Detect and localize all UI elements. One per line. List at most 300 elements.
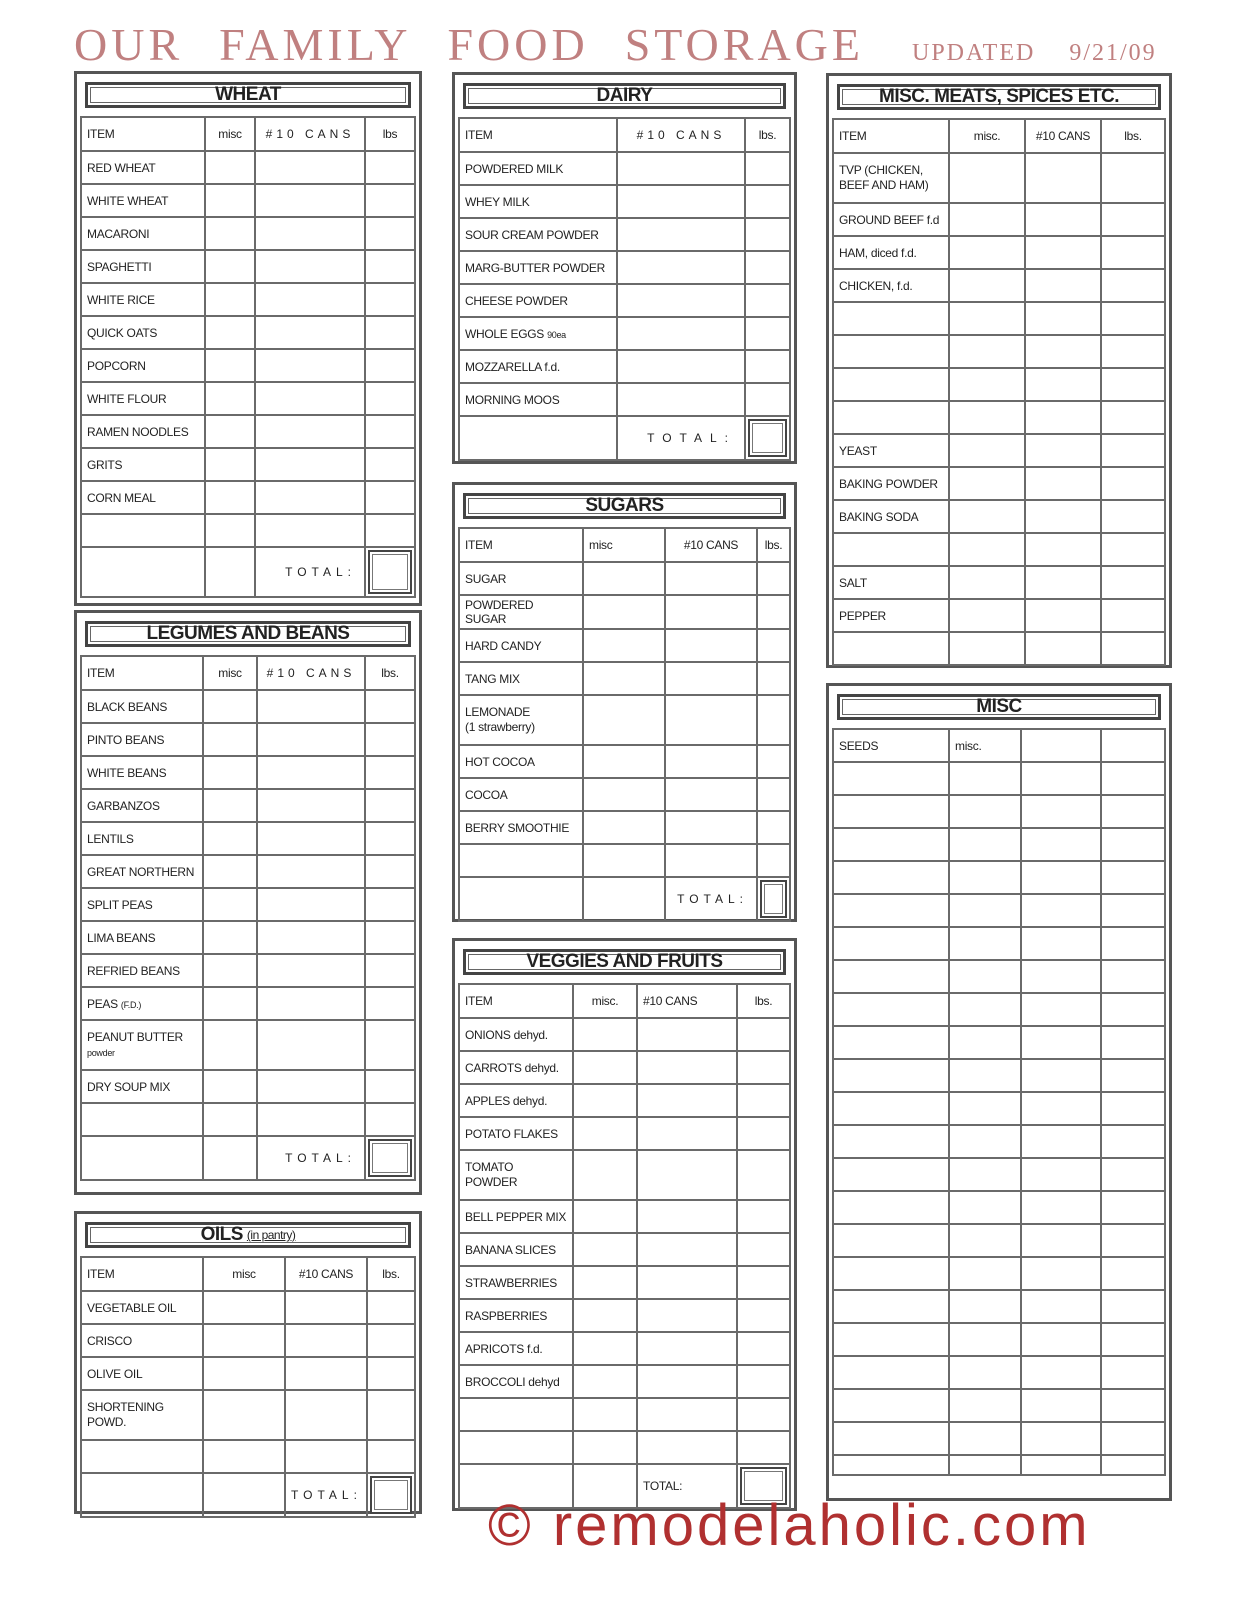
entry-cell[interactable]	[949, 500, 1025, 533]
entry-cell[interactable]	[81, 514, 205, 547]
entry-cell[interactable]	[573, 1233, 637, 1266]
entry-cell[interactable]	[1101, 1455, 1165, 1475]
entry-cell[interactable]	[1025, 236, 1101, 269]
entry-cell[interactable]	[1101, 1389, 1165, 1422]
entry-cell[interactable]	[833, 1158, 949, 1191]
entry-cell[interactable]	[949, 960, 1021, 993]
total-box[interactable]	[367, 1473, 415, 1517]
entry-cell[interactable]	[1025, 368, 1101, 401]
entry-cell[interactable]	[203, 1357, 285, 1390]
entry-cell[interactable]	[365, 888, 415, 921]
entry-cell[interactable]	[1021, 729, 1101, 762]
entry-cell[interactable]	[833, 632, 949, 665]
entry-cell[interactable]	[1101, 1356, 1165, 1389]
entry-cell[interactable]	[205, 448, 255, 481]
entry-cell[interactable]	[203, 1070, 257, 1103]
entry-cell[interactable]	[285, 1440, 367, 1473]
entry-cell[interactable]	[365, 382, 415, 415]
entry-cell[interactable]	[1021, 1026, 1101, 1059]
entry-cell[interactable]	[737, 1299, 790, 1332]
entry-cell[interactable]	[833, 762, 949, 795]
entry-cell[interactable]	[757, 629, 790, 662]
entry-cell[interactable]	[949, 1356, 1021, 1389]
entry-cell[interactable]	[1101, 927, 1165, 960]
entry-cell[interactable]	[1101, 434, 1165, 467]
entry-cell[interactable]	[757, 778, 790, 811]
entry-cell[interactable]	[833, 861, 949, 894]
entry-cell[interactable]	[833, 1356, 949, 1389]
entry-cell[interactable]	[1025, 467, 1101, 500]
entry-cell[interactable]	[573, 1431, 637, 1464]
entry-cell[interactable]	[1101, 1026, 1165, 1059]
entry-cell[interactable]	[583, 562, 665, 595]
entry-cell[interactable]	[1021, 1191, 1101, 1224]
entry-cell[interactable]	[637, 1332, 737, 1365]
entry-cell[interactable]	[573, 1018, 637, 1051]
entry-cell[interactable]	[1025, 434, 1101, 467]
entry-cell[interactable]	[1101, 861, 1165, 894]
entry-cell[interactable]	[255, 448, 365, 481]
entry-cell[interactable]	[365, 316, 415, 349]
entry-cell[interactable]	[257, 987, 365, 1020]
entry-cell[interactable]	[255, 184, 365, 217]
entry-cell[interactable]	[1021, 861, 1101, 894]
entry-cell[interactable]	[1101, 1092, 1165, 1125]
entry-cell[interactable]	[257, 822, 365, 855]
entry-cell[interactable]	[365, 987, 415, 1020]
entry-cell[interactable]	[1101, 1422, 1165, 1455]
entry-cell[interactable]	[949, 894, 1021, 927]
entry-cell[interactable]	[205, 382, 255, 415]
entry-cell[interactable]	[949, 795, 1021, 828]
entry-cell[interactable]	[365, 822, 415, 855]
entry-cell[interactable]	[203, 1103, 257, 1136]
entry-cell[interactable]	[365, 1020, 415, 1070]
entry-cell[interactable]	[833, 1092, 949, 1125]
entry-cell[interactable]	[1101, 467, 1165, 500]
entry-cell[interactable]	[573, 1332, 637, 1365]
entry-cell[interactable]	[1025, 566, 1101, 599]
entry-cell[interactable]	[1101, 1125, 1165, 1158]
entry-cell[interactable]	[255, 250, 365, 283]
entry-cell[interactable]	[665, 844, 757, 877]
entry-cell[interactable]	[459, 844, 583, 877]
entry-cell[interactable]	[949, 1224, 1021, 1257]
entry-cell[interactable]	[257, 1070, 365, 1103]
entry-cell[interactable]	[637, 1051, 737, 1084]
entry-cell[interactable]	[203, 987, 257, 1020]
entry-cell[interactable]	[1101, 236, 1165, 269]
entry-cell[interactable]	[365, 855, 415, 888]
entry-cell[interactable]	[737, 1365, 790, 1398]
entry-cell[interactable]	[1021, 894, 1101, 927]
entry-cell[interactable]	[833, 828, 949, 861]
entry-cell[interactable]	[257, 690, 365, 723]
entry-cell[interactable]	[757, 844, 790, 877]
entry-cell[interactable]	[257, 756, 365, 789]
entry-cell[interactable]	[949, 632, 1025, 665]
entry-cell[interactable]	[365, 448, 415, 481]
entry-cell[interactable]	[1101, 1059, 1165, 1092]
entry-cell[interactable]	[573, 1117, 637, 1150]
entry-cell[interactable]	[205, 151, 255, 184]
entry-cell[interactable]	[257, 789, 365, 822]
entry-cell[interactable]	[833, 1191, 949, 1224]
entry-cell[interactable]	[205, 481, 255, 514]
entry-cell[interactable]	[257, 1103, 365, 1136]
entry-cell[interactable]	[737, 1200, 790, 1233]
entry-cell[interactable]	[833, 894, 949, 927]
entry-cell[interactable]	[1021, 1389, 1101, 1422]
entry-cell[interactable]	[255, 415, 365, 448]
entry-cell[interactable]	[573, 1299, 637, 1332]
entry-cell[interactable]	[949, 1026, 1021, 1059]
entry-cell[interactable]	[1025, 500, 1101, 533]
entry-cell[interactable]	[367, 1324, 415, 1357]
entry-cell[interactable]	[949, 1455, 1021, 1475]
entry-cell[interactable]	[949, 762, 1021, 795]
entry-cell[interactable]	[745, 317, 790, 350]
entry-cell[interactable]	[1101, 632, 1165, 665]
entry-cell[interactable]	[203, 888, 257, 921]
entry-cell[interactable]	[285, 1357, 367, 1390]
entry-cell[interactable]	[365, 756, 415, 789]
entry-cell[interactable]	[833, 1290, 949, 1323]
entry-cell[interactable]	[203, 1390, 285, 1440]
entry-cell[interactable]	[1101, 960, 1165, 993]
entry-cell[interactable]	[1021, 960, 1101, 993]
entry-cell[interactable]	[285, 1324, 367, 1357]
entry-cell[interactable]	[365, 415, 415, 448]
entry-cell[interactable]	[833, 1323, 949, 1356]
entry-cell[interactable]	[367, 1357, 415, 1390]
entry-cell[interactable]	[1021, 1059, 1101, 1092]
entry-cell[interactable]	[255, 481, 365, 514]
entry-cell[interactable]	[203, 954, 257, 987]
entry-cell[interactable]	[257, 1020, 365, 1070]
entry-cell[interactable]	[365, 921, 415, 954]
entry-cell[interactable]	[1101, 599, 1165, 632]
entry-cell[interactable]	[665, 562, 757, 595]
entry-cell[interactable]	[583, 629, 665, 662]
entry-cell[interactable]	[583, 595, 665, 629]
entry-cell[interactable]	[1101, 1191, 1165, 1224]
entry-cell[interactable]	[833, 533, 949, 566]
entry-cell[interactable]	[757, 562, 790, 595]
entry-cell[interactable]	[1021, 828, 1101, 861]
entry-cell[interactable]	[1101, 533, 1165, 566]
entry-cell[interactable]	[205, 349, 255, 382]
entry-cell[interactable]	[573, 1398, 637, 1431]
entry-cell[interactable]	[203, 1324, 285, 1357]
entry-cell[interactable]	[637, 1266, 737, 1299]
entry-cell[interactable]	[949, 401, 1025, 434]
entry-cell[interactable]	[1101, 828, 1165, 861]
entry-cell[interactable]	[737, 1233, 790, 1266]
entry-cell[interactable]	[81, 1440, 203, 1473]
entry-cell[interactable]	[949, 335, 1025, 368]
total-input[interactable]	[760, 880, 787, 918]
entry-cell[interactable]	[949, 203, 1025, 236]
entry-cell[interactable]	[833, 960, 949, 993]
entry-cell[interactable]	[833, 1257, 949, 1290]
entry-cell[interactable]	[257, 921, 365, 954]
entry-cell[interactable]	[583, 811, 665, 844]
entry-cell[interactable]	[255, 283, 365, 316]
entry-cell[interactable]	[665, 811, 757, 844]
entry-cell[interactable]	[1021, 1125, 1101, 1158]
entry-cell[interactable]	[257, 855, 365, 888]
entry-cell[interactable]	[203, 1440, 285, 1473]
entry-cell[interactable]	[1021, 1158, 1101, 1191]
entry-cell[interactable]	[205, 415, 255, 448]
entry-cell[interactable]	[833, 993, 949, 1026]
entry-cell[interactable]	[665, 745, 757, 778]
entry-cell[interactable]	[757, 695, 790, 745]
entry-cell[interactable]	[81, 1103, 203, 1136]
entry-cell[interactable]	[1101, 1290, 1165, 1323]
total-input[interactable]	[748, 419, 787, 457]
entry-cell[interactable]	[617, 152, 745, 185]
entry-cell[interactable]	[1025, 533, 1101, 566]
entry-cell[interactable]	[737, 1117, 790, 1150]
total-box[interactable]	[365, 547, 415, 597]
entry-cell[interactable]	[665, 662, 757, 695]
entry-cell[interactable]	[573, 1200, 637, 1233]
entry-cell[interactable]	[833, 1224, 949, 1257]
entry-cell[interactable]	[949, 1422, 1021, 1455]
entry-cell[interactable]	[1101, 1158, 1165, 1191]
entry-cell[interactable]	[665, 629, 757, 662]
entry-cell[interactable]	[949, 1323, 1021, 1356]
entry-cell[interactable]	[1025, 269, 1101, 302]
entry-cell[interactable]	[365, 349, 415, 382]
entry-cell[interactable]	[1025, 401, 1101, 434]
entry-cell[interactable]	[285, 1390, 367, 1440]
total-input[interactable]	[368, 1139, 412, 1177]
entry-cell[interactable]	[745, 218, 790, 251]
entry-cell[interactable]	[757, 745, 790, 778]
entry-cell[interactable]	[205, 184, 255, 217]
entry-cell[interactable]	[583, 844, 665, 877]
entry-cell[interactable]	[365, 217, 415, 250]
entry-cell[interactable]	[637, 1150, 737, 1200]
entry-cell[interactable]	[1021, 795, 1101, 828]
entry-cell[interactable]	[1021, 1224, 1101, 1257]
entry-cell[interactable]	[637, 1084, 737, 1117]
entry-cell[interactable]	[203, 789, 257, 822]
entry-cell[interactable]	[583, 778, 665, 811]
entry-cell[interactable]	[745, 284, 790, 317]
entry-cell[interactable]	[285, 1291, 367, 1324]
entry-cell[interactable]	[365, 789, 415, 822]
entry-cell[interactable]	[1101, 1224, 1165, 1257]
entry-cell[interactable]	[583, 745, 665, 778]
entry-cell[interactable]	[1021, 1455, 1101, 1475]
entry-cell[interactable]	[365, 283, 415, 316]
entry-cell[interactable]	[949, 533, 1025, 566]
entry-cell[interactable]	[255, 151, 365, 184]
entry-cell[interactable]	[833, 1125, 949, 1158]
entry-cell[interactable]	[573, 1266, 637, 1299]
entry-cell[interactable]	[1021, 762, 1101, 795]
entry-cell[interactable]	[833, 401, 949, 434]
entry-cell[interactable]	[1025, 335, 1101, 368]
entry-cell[interactable]	[1101, 1257, 1165, 1290]
entry-cell[interactable]	[757, 662, 790, 695]
entry-cell[interactable]	[737, 1018, 790, 1051]
entry-cell[interactable]	[1101, 203, 1165, 236]
entry-cell[interactable]	[949, 1191, 1021, 1224]
entry-cell[interactable]	[833, 335, 949, 368]
entry-cell[interactable]	[949, 1059, 1021, 1092]
entry-cell[interactable]	[745, 152, 790, 185]
entry-cell[interactable]	[737, 1266, 790, 1299]
entry-cell[interactable]	[949, 1389, 1021, 1422]
entry-cell[interactable]	[1021, 1257, 1101, 1290]
total-box[interactable]	[365, 1136, 415, 1180]
entry-cell[interactable]	[255, 217, 365, 250]
entry-cell[interactable]	[949, 1290, 1021, 1323]
entry-cell[interactable]	[617, 317, 745, 350]
entry-cell[interactable]	[949, 927, 1021, 960]
entry-cell[interactable]	[1025, 632, 1101, 665]
entry-cell[interactable]	[1021, 1422, 1101, 1455]
entry-cell[interactable]	[1101, 993, 1165, 1026]
entry-cell[interactable]	[1101, 729, 1165, 762]
entry-cell[interactable]	[1021, 1356, 1101, 1389]
entry-cell[interactable]	[365, 151, 415, 184]
entry-cell[interactable]	[745, 350, 790, 383]
entry-cell[interactable]	[1101, 368, 1165, 401]
entry-cell[interactable]	[257, 888, 365, 921]
entry-cell[interactable]	[367, 1440, 415, 1473]
entry-cell[interactable]	[203, 723, 257, 756]
entry-cell[interactable]	[1101, 894, 1165, 927]
entry-cell[interactable]	[737, 1150, 790, 1200]
entry-cell[interactable]	[833, 1026, 949, 1059]
entry-cell[interactable]	[573, 1150, 637, 1200]
entry-cell[interactable]	[617, 218, 745, 251]
entry-cell[interactable]	[949, 153, 1025, 203]
entry-cell[interactable]	[833, 1059, 949, 1092]
entry-cell[interactable]	[949, 434, 1025, 467]
entry-cell[interactable]	[205, 250, 255, 283]
entry-cell[interactable]	[573, 1365, 637, 1398]
entry-cell[interactable]	[365, 954, 415, 987]
entry-cell[interactable]	[203, 1291, 285, 1324]
entry-cell[interactable]	[949, 1125, 1021, 1158]
entry-cell[interactable]	[365, 514, 415, 547]
entry-cell[interactable]	[203, 822, 257, 855]
entry-cell[interactable]	[637, 1233, 737, 1266]
entry-cell[interactable]	[1101, 795, 1165, 828]
entry-cell[interactable]	[1101, 500, 1165, 533]
entry-cell[interactable]	[1021, 927, 1101, 960]
entry-cell[interactable]	[203, 756, 257, 789]
entry-cell[interactable]	[833, 302, 949, 335]
entry-cell[interactable]	[637, 1365, 737, 1398]
entry-cell[interactable]	[255, 316, 365, 349]
entry-cell[interactable]	[745, 185, 790, 218]
entry-cell[interactable]	[203, 921, 257, 954]
entry-cell[interactable]	[757, 811, 790, 844]
entry-cell[interactable]	[949, 1092, 1021, 1125]
entry-cell[interactable]	[1101, 153, 1165, 203]
entry-cell[interactable]	[1101, 269, 1165, 302]
entry-cell[interactable]	[617, 350, 745, 383]
entry-cell[interactable]	[833, 368, 949, 401]
entry-cell[interactable]	[949, 599, 1025, 632]
entry-cell[interactable]	[573, 1051, 637, 1084]
entry-cell[interactable]	[949, 993, 1021, 1026]
entry-cell[interactable]	[833, 1422, 949, 1455]
entry-cell[interactable]	[737, 1332, 790, 1365]
entry-cell[interactable]	[367, 1291, 415, 1324]
entry-cell[interactable]	[949, 1158, 1021, 1191]
entry-cell[interactable]	[949, 1257, 1021, 1290]
entry-cell[interactable]	[1025, 203, 1101, 236]
entry-cell[interactable]	[365, 184, 415, 217]
entry-cell[interactable]	[1025, 599, 1101, 632]
entry-cell[interactable]	[365, 481, 415, 514]
entry-cell[interactable]	[745, 383, 790, 416]
entry-cell[interactable]	[365, 1103, 415, 1136]
entry-cell[interactable]	[637, 1431, 737, 1464]
entry-cell[interactable]	[737, 1084, 790, 1117]
entry-cell[interactable]	[949, 302, 1025, 335]
entry-cell[interactable]	[583, 662, 665, 695]
entry-cell[interactable]	[203, 1020, 257, 1070]
total-box[interactable]	[745, 416, 790, 460]
entry-cell[interactable]	[833, 927, 949, 960]
entry-cell[interactable]	[637, 1200, 737, 1233]
entry-cell[interactable]	[637, 1018, 737, 1051]
entry-cell[interactable]	[205, 316, 255, 349]
entry-cell[interactable]	[573, 1084, 637, 1117]
entry-cell[interactable]	[1021, 1323, 1101, 1356]
entry-cell[interactable]	[1101, 335, 1165, 368]
entry-cell[interactable]	[949, 236, 1025, 269]
entry-cell[interactable]	[949, 467, 1025, 500]
total-input[interactable]	[368, 550, 412, 594]
entry-cell[interactable]	[617, 185, 745, 218]
entry-cell[interactable]	[737, 1051, 790, 1084]
entry-cell[interactable]	[833, 795, 949, 828]
entry-cell[interactable]	[949, 566, 1025, 599]
entry-cell[interactable]	[949, 269, 1025, 302]
entry-cell[interactable]	[745, 251, 790, 284]
entry-cell[interactable]	[1021, 993, 1101, 1026]
entry-cell[interactable]	[637, 1398, 737, 1431]
entry-cell[interactable]	[737, 1398, 790, 1431]
entry-cell[interactable]	[1101, 302, 1165, 335]
entry-cell[interactable]	[205, 217, 255, 250]
entry-cell[interactable]	[255, 349, 365, 382]
entry-cell[interactable]	[255, 514, 365, 547]
entry-cell[interactable]	[949, 368, 1025, 401]
entry-cell[interactable]	[1025, 302, 1101, 335]
total-box[interactable]	[757, 877, 790, 921]
entry-cell[interactable]	[665, 595, 757, 629]
entry-cell[interactable]	[637, 1117, 737, 1150]
entry-cell[interactable]	[1101, 1323, 1165, 1356]
entry-cell[interactable]	[203, 855, 257, 888]
entry-cell[interactable]	[665, 778, 757, 811]
entry-cell[interactable]	[459, 1431, 573, 1464]
entry-cell[interactable]	[583, 695, 665, 745]
entry-cell[interactable]	[257, 723, 365, 756]
